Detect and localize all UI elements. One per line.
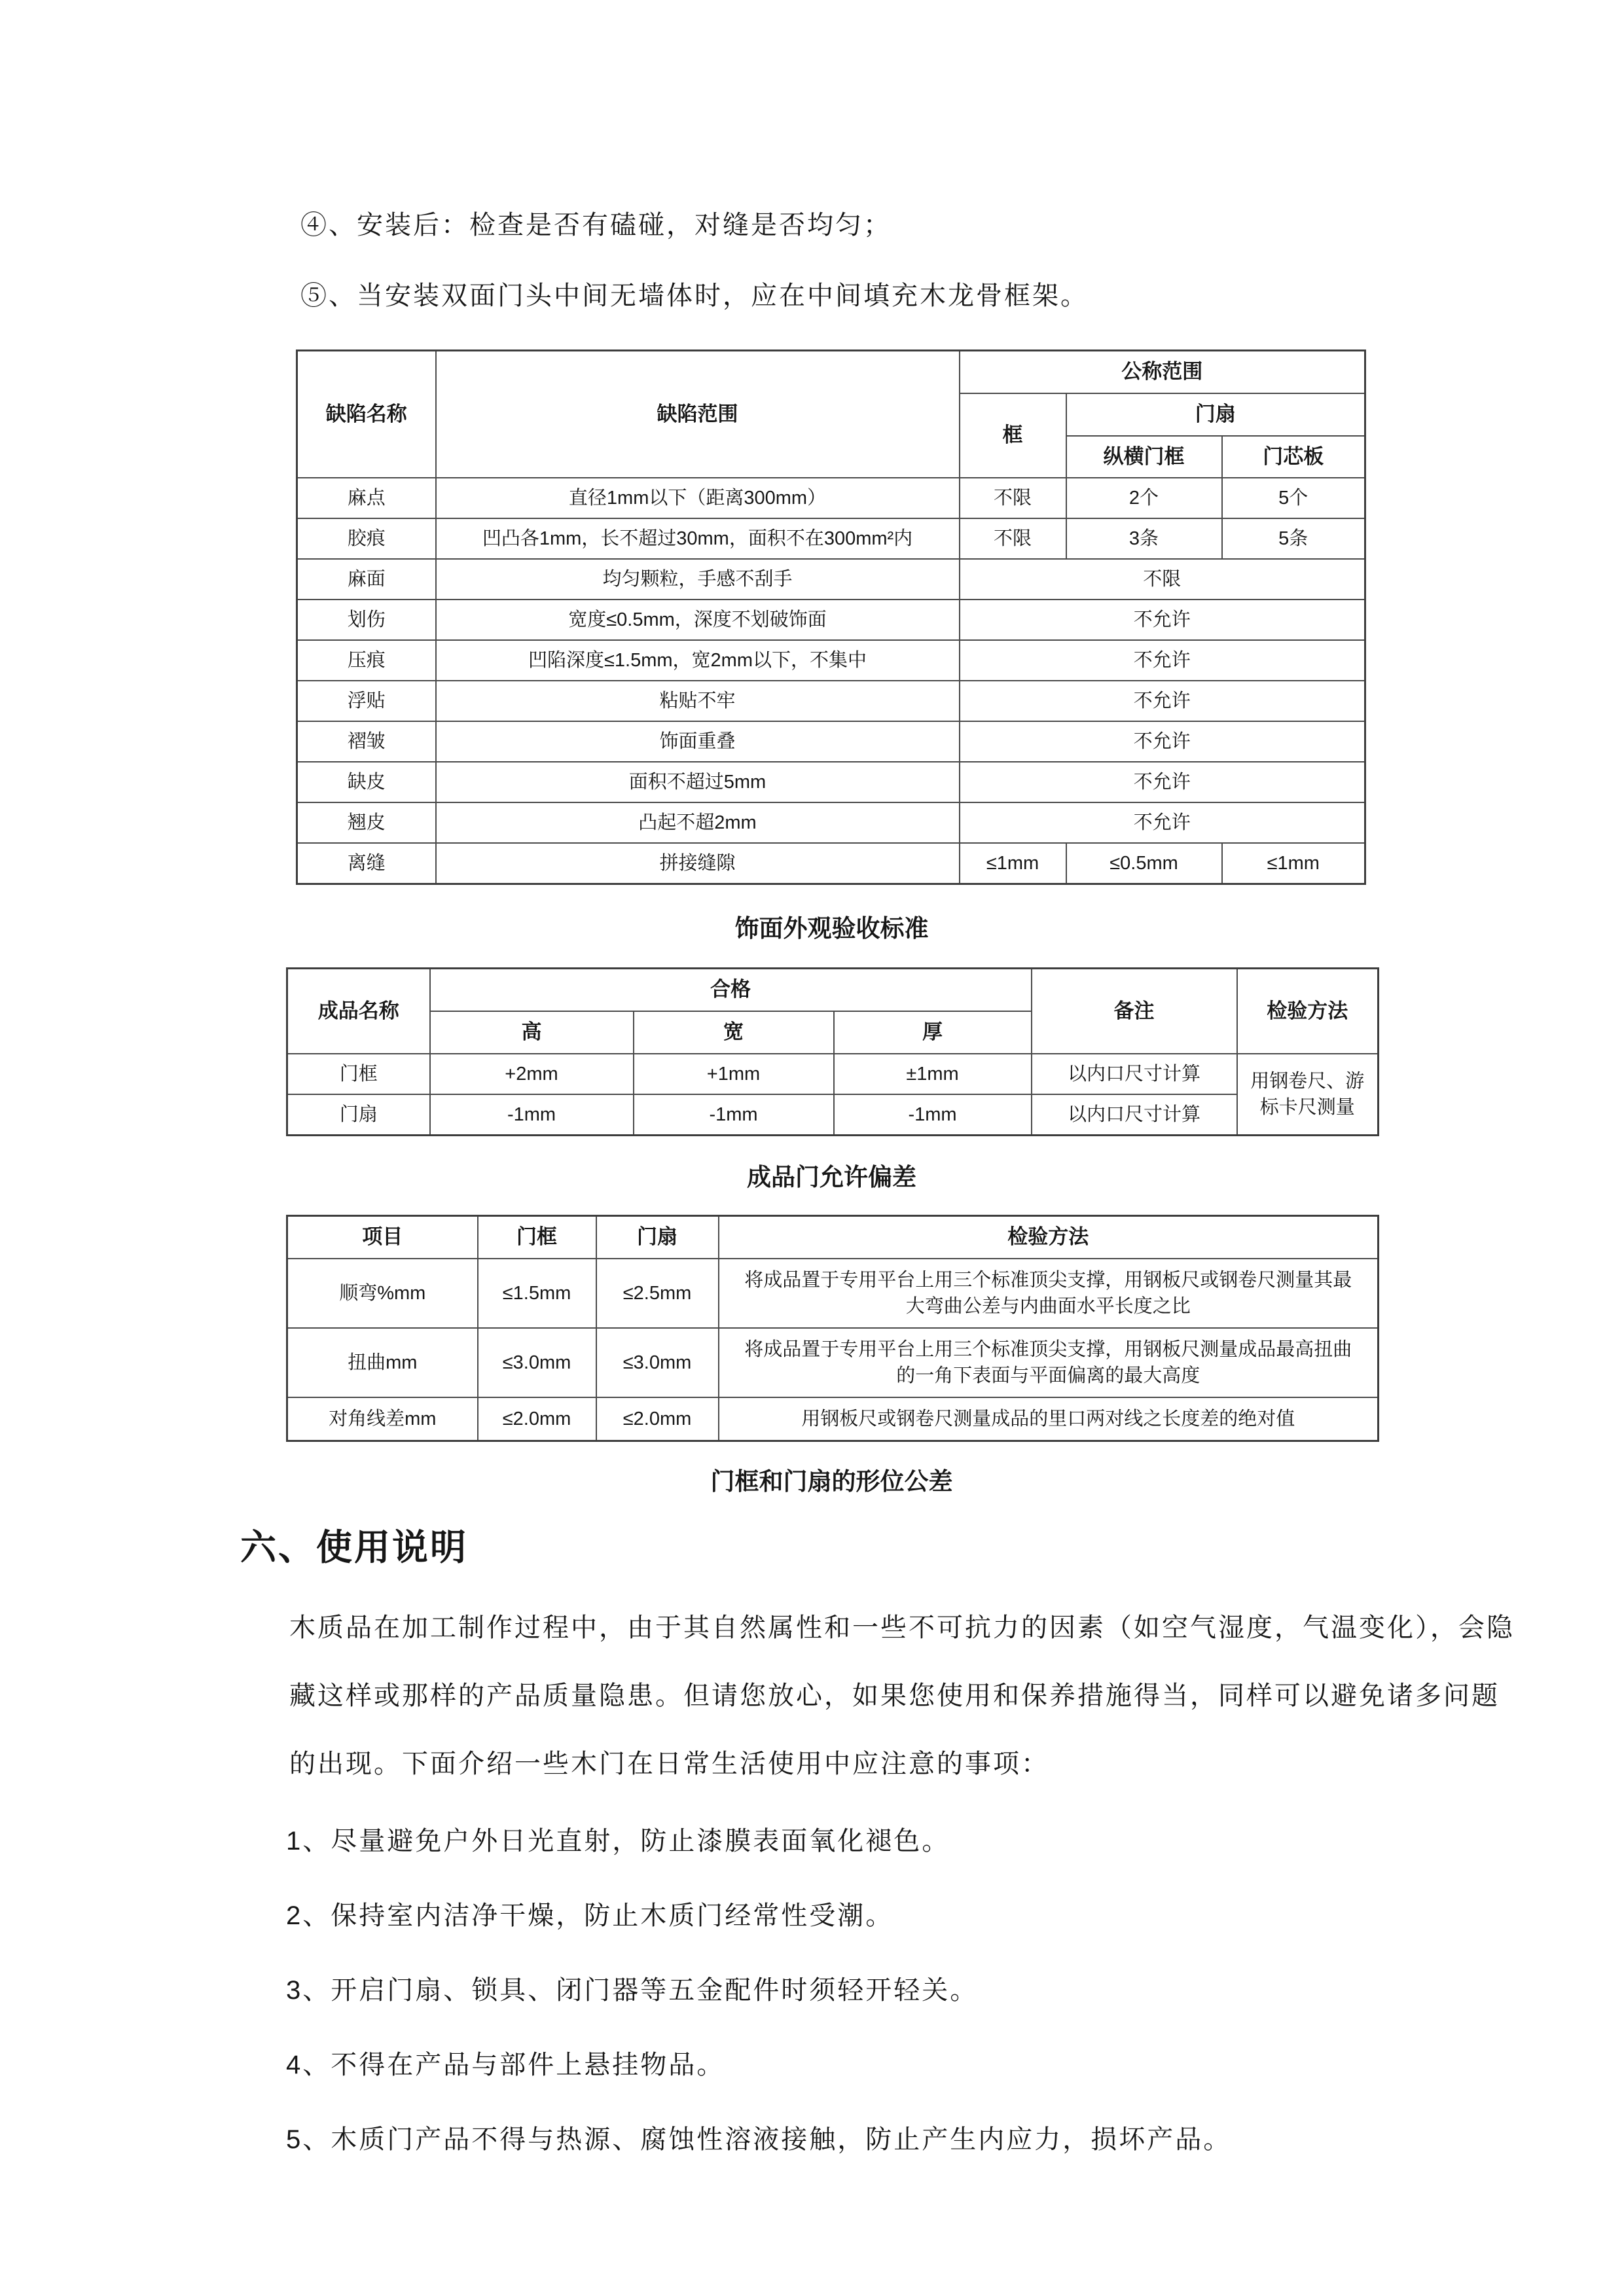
frame-value-cell: ≤2.0mm — [478, 1397, 596, 1441]
vh-frame-value-cell: ≤0.5mm — [1066, 843, 1222, 884]
defect-acceptance-table — [296, 350, 1366, 885]
finished-door-deviation-table — [286, 967, 1379, 1136]
defect-name-cell: 翘皮 — [297, 802, 436, 843]
item-name-cell: 对角线差mm — [287, 1397, 478, 1441]
col-header-nominal-range: 公称范围 — [960, 351, 1365, 393]
table-row — [297, 640, 1365, 681]
section-heading: 六、使用说明 — [240, 1526, 469, 1568]
table2-caption: 成品门允许偏差 — [747, 1164, 916, 1191]
defect-range-cell: 饰面重叠 — [436, 721, 960, 762]
defect-name-cell: 离缝 — [297, 843, 436, 884]
frame-value-cell: ≤1.5mm — [478, 1259, 596, 1328]
product-name-cell: 门扇 — [287, 1094, 430, 1136]
height-value-cell: -1mm — [430, 1094, 634, 1136]
defect-name-cell: 划伤 — [297, 600, 436, 640]
defect-range-cell: 凹凸各1mm，长不超过30mm，面积不在300mm²内 — [436, 518, 960, 559]
col-header-door-leaf: 门扇 — [1066, 393, 1365, 436]
col-header-height: 高 — [430, 1011, 634, 1054]
table-row — [297, 802, 1365, 843]
all-columns-value-cell: 不限 — [960, 559, 1365, 600]
all-columns-value-cell: 不允许 — [960, 802, 1365, 843]
col-header-vh-frame: 纵横门框 — [1066, 436, 1222, 478]
leaf-value-cell: ≤2.5mm — [596, 1259, 719, 1328]
thickness-value-cell: -1mm — [834, 1094, 1032, 1136]
table-header-row — [287, 969, 1379, 1011]
method-cell: 用钢板尺或钢卷尺测量成品的里口两对线之长度差的绝对值 — [719, 1397, 1379, 1441]
defect-name-cell: 麻点 — [297, 478, 436, 518]
col-header-frame: 门框 — [478, 1216, 596, 1259]
defect-name-cell: 压痕 — [297, 640, 436, 681]
col-header-qualified: 合格 — [430, 969, 1032, 1011]
frame-value-cell: 不限 — [960, 518, 1066, 559]
height-value-cell: +2mm — [430, 1054, 634, 1094]
col-header-remark: 备注 — [1032, 969, 1237, 1054]
col-header-thickness: 厚 — [834, 1011, 1032, 1054]
table-row — [297, 721, 1365, 762]
remark-cell: 以内口尺寸计算 — [1032, 1054, 1237, 1094]
table-row — [297, 843, 1365, 884]
defect-name-cell: 胶痕 — [297, 518, 436, 559]
table-row — [297, 518, 1365, 559]
col-header-method: 检验方法 — [1237, 969, 1379, 1054]
table-header-row — [287, 1216, 1379, 1259]
all-columns-value-cell: 不允许 — [960, 640, 1365, 681]
thickness-value-cell: ±1mm — [834, 1054, 1032, 1094]
method-cell: 将成品置于专用平台上用三个标准顶尖支撑，用钢板尺或钢卷尺测量其最大弯曲公差与内曲面水平长度之比 — [719, 1259, 1379, 1328]
leaf-value-cell: ≤3.0mm — [596, 1328, 719, 1397]
table-row — [297, 478, 1365, 518]
width-value-cell: +1mm — [634, 1054, 834, 1094]
all-columns-value-cell: 不允许 — [960, 721, 1365, 762]
table-row — [287, 1054, 1379, 1094]
defect-range-cell: 宽度≤0.5mm，深度不划破饰面 — [436, 600, 960, 640]
col-header-item: 项目 — [287, 1216, 478, 1259]
col-header-defect-name: 缺陷名称 — [297, 351, 436, 478]
intro-item-5: ⑤、当安装双面门头中间无墙体时，应在中间填充木龙骨框架。 — [300, 281, 1089, 310]
frame-value-cell: ≤3.0mm — [478, 1328, 596, 1397]
defect-name-cell: 麻面 — [297, 559, 436, 600]
defect-range-cell: 直径1mm以下（距离300mm） — [436, 478, 960, 518]
item-name-cell: 扭曲mm — [287, 1328, 478, 1397]
col-header-core-panel: 门芯板 — [1222, 436, 1365, 478]
table-row — [297, 762, 1365, 802]
list-item: 5、木质门产品不得与热源、腐蚀性溶液接触，防止产生内应力，损坏产品。 — [286, 2125, 1232, 2154]
table1-caption: 饰面外观验收标准 — [734, 915, 929, 942]
usage-intro-paragraph: 木质品在加工制作过程中，由于其自然属性和一些不可抗力的因素（如空气湿度，气温变化），会隐藏这样或那样的产品质量隐患。但请您放心，如果您使用和保养措施得当，同样可以避免诸多问题的出现。下面介绍一些木门在日常生活使用中应注意的事项： — [289, 1613, 1515, 1778]
list-item: 3、开启门扇、锁具、闭门器等五金配件时须轻开轻关。 — [286, 1975, 979, 2005]
width-value-cell: -1mm — [634, 1094, 834, 1136]
defect-name-cell: 浮贴 — [297, 681, 436, 721]
all-columns-value-cell: 不允许 — [960, 681, 1365, 721]
item-name-cell: 顺弯%mm — [287, 1259, 478, 1328]
method-cell: 将成品置于专用平台上用三个标准顶尖支撑，用钢板尺测量成品最高扭曲的一角下表面与平面偏离的最大高度 — [719, 1328, 1379, 1397]
table-row — [297, 559, 1365, 600]
table-row — [287, 1397, 1379, 1441]
remark-cell: 以内口尺寸计算 — [1032, 1094, 1237, 1136]
list-item: 4、不得在产品与部件上悬挂物品。 — [286, 2050, 725, 2079]
core-panel-value-cell: ≤1mm — [1222, 843, 1365, 884]
usage-instructions-list — [286, 1824, 1530, 2157]
vh-frame-value-cell: 3条 — [1066, 518, 1222, 559]
col-header-method: 检验方法 — [719, 1216, 1379, 1259]
defect-range-cell: 拼接缝隙 — [436, 843, 960, 884]
table3-caption: 门框和门扇的形位公差 — [710, 1467, 953, 1495]
all-columns-value-cell: 不允许 — [960, 600, 1365, 640]
table-row — [287, 1328, 1379, 1397]
col-header-product-name: 成品名称 — [287, 969, 430, 1054]
form-position-tolerance-table — [286, 1215, 1379, 1442]
table-row — [287, 1094, 1379, 1136]
defect-range-cell: 粘贴不牢 — [436, 681, 960, 721]
core-panel-value-cell: 5个 — [1222, 478, 1365, 518]
leaf-value-cell: ≤2.0mm — [596, 1397, 719, 1441]
defect-range-cell: 均匀颗粒，手感不刮手 — [436, 559, 960, 600]
defect-name-cell: 褶皱 — [297, 721, 436, 762]
core-panel-value-cell: 5条 — [1222, 518, 1365, 559]
table-row — [297, 600, 1365, 640]
product-name-cell: 门框 — [287, 1054, 430, 1094]
col-header-width: 宽 — [634, 1011, 834, 1054]
defect-range-cell: 凸起不超2mm — [436, 802, 960, 843]
table-header-row — [297, 351, 1365, 393]
col-header-defect-range: 缺陷范围 — [436, 351, 960, 478]
table-row — [287, 1259, 1379, 1328]
defect-range-cell: 凹陷深度≤1.5mm，宽2mm以下，不集中 — [436, 640, 960, 681]
defect-name-cell: 缺皮 — [297, 762, 436, 802]
list-item: 2、保持室内洁净干燥，防止木质门经常性受潮。 — [286, 1901, 894, 1930]
col-header-frame: 框 — [960, 393, 1066, 478]
intro-item-4: ④、安装后：检查是否有磕碰，对缝是否均匀； — [300, 211, 892, 240]
vh-frame-value-cell: 2个 — [1066, 478, 1222, 518]
frame-value-cell: 不限 — [960, 478, 1066, 518]
defect-range-cell: 面积不超过5mm — [436, 762, 960, 802]
table-row — [297, 681, 1365, 721]
frame-value-cell: ≤1mm — [960, 843, 1066, 884]
method-cell: 用钢卷尺、游标卡尺测量 — [1237, 1054, 1379, 1136]
list-item: 1、尽量避免户外日光直射，防止漆膜表面氧化褪色。 — [286, 1826, 950, 1856]
col-header-leaf: 门扇 — [596, 1216, 719, 1259]
all-columns-value-cell: 不允许 — [960, 762, 1365, 802]
